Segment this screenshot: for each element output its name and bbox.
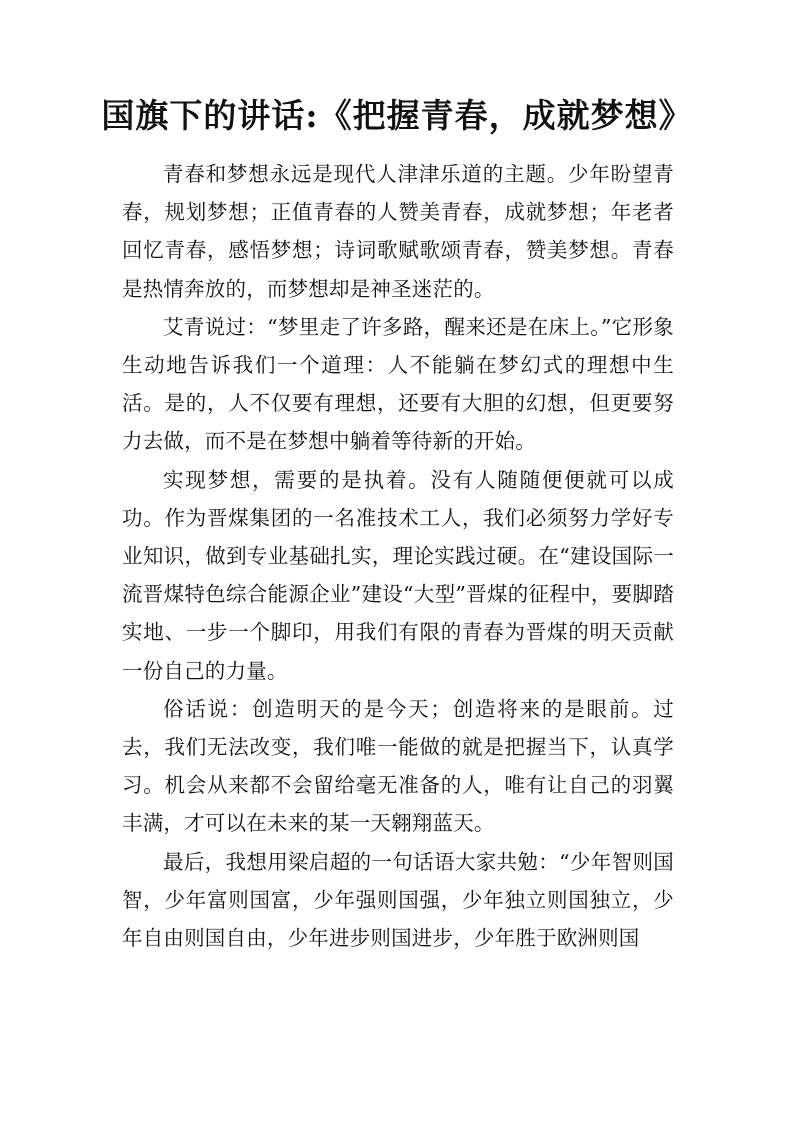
paragraph-4: 俗话说：创造明天的是今天；创造将来的是眼前。过去，我们无法改变，我们唯一能做的就是把握当下，认真学习。机会从来都不会留给毫无准备的人，唯有让自己的羽翼丰满，才可以在未来的某一天翱翔蓝天。 (122, 696, 674, 836)
document-body (122, 155, 674, 957)
document-title: 国旗下的讲话:《把握青春，成就梦想》 (101, 96, 693, 135)
paragraph-5: 最后，我想用梁启超的一句话语大家共勉：“少年智则国智，少年富则国富，少年强则国强，少年独立则国独立，少年自由则国自由，少年进步则国进步，少年胜于欧洲则国 (122, 849, 674, 951)
paragraph-2: 艾青说过：“梦里走了许多路，醒来还是在床上。”它形象生动地告诉我们一个道理：人不能躺在梦幻式的理想中生活。是的，人不仅要有理想，还要有大胆的幻想，但更要努力去做，而不是在梦想中躺着等待新的开始。 (122, 314, 674, 454)
paragraph-3: 实现梦想，需要的是执着。没有人随随便便就可以成功。作为晋煤集团的一名准技术工人，我们必须努力学好专业知识，做到专业基础扎实，理论实践过硬。在“建设国际一流晋煤特色综合能源企业”建设“大型”晋煤的征程中，要脚踏实地、一步一个脚印，用我们有限的青春为晋煤的明天贡献一份自己的力量。 (122, 467, 674, 683)
paragraph-1: 青春和梦想永远是现代人津津乐道的主题。少年盼望青春，规划梦想；正值青春的人赞美青春，成就梦想；年老者回忆青春，感悟梦想；诗词歌赋歌颂青春，赞美梦想。青春是热情奔放的，而梦想却是神圣迷茫的。 (122, 162, 674, 301)
